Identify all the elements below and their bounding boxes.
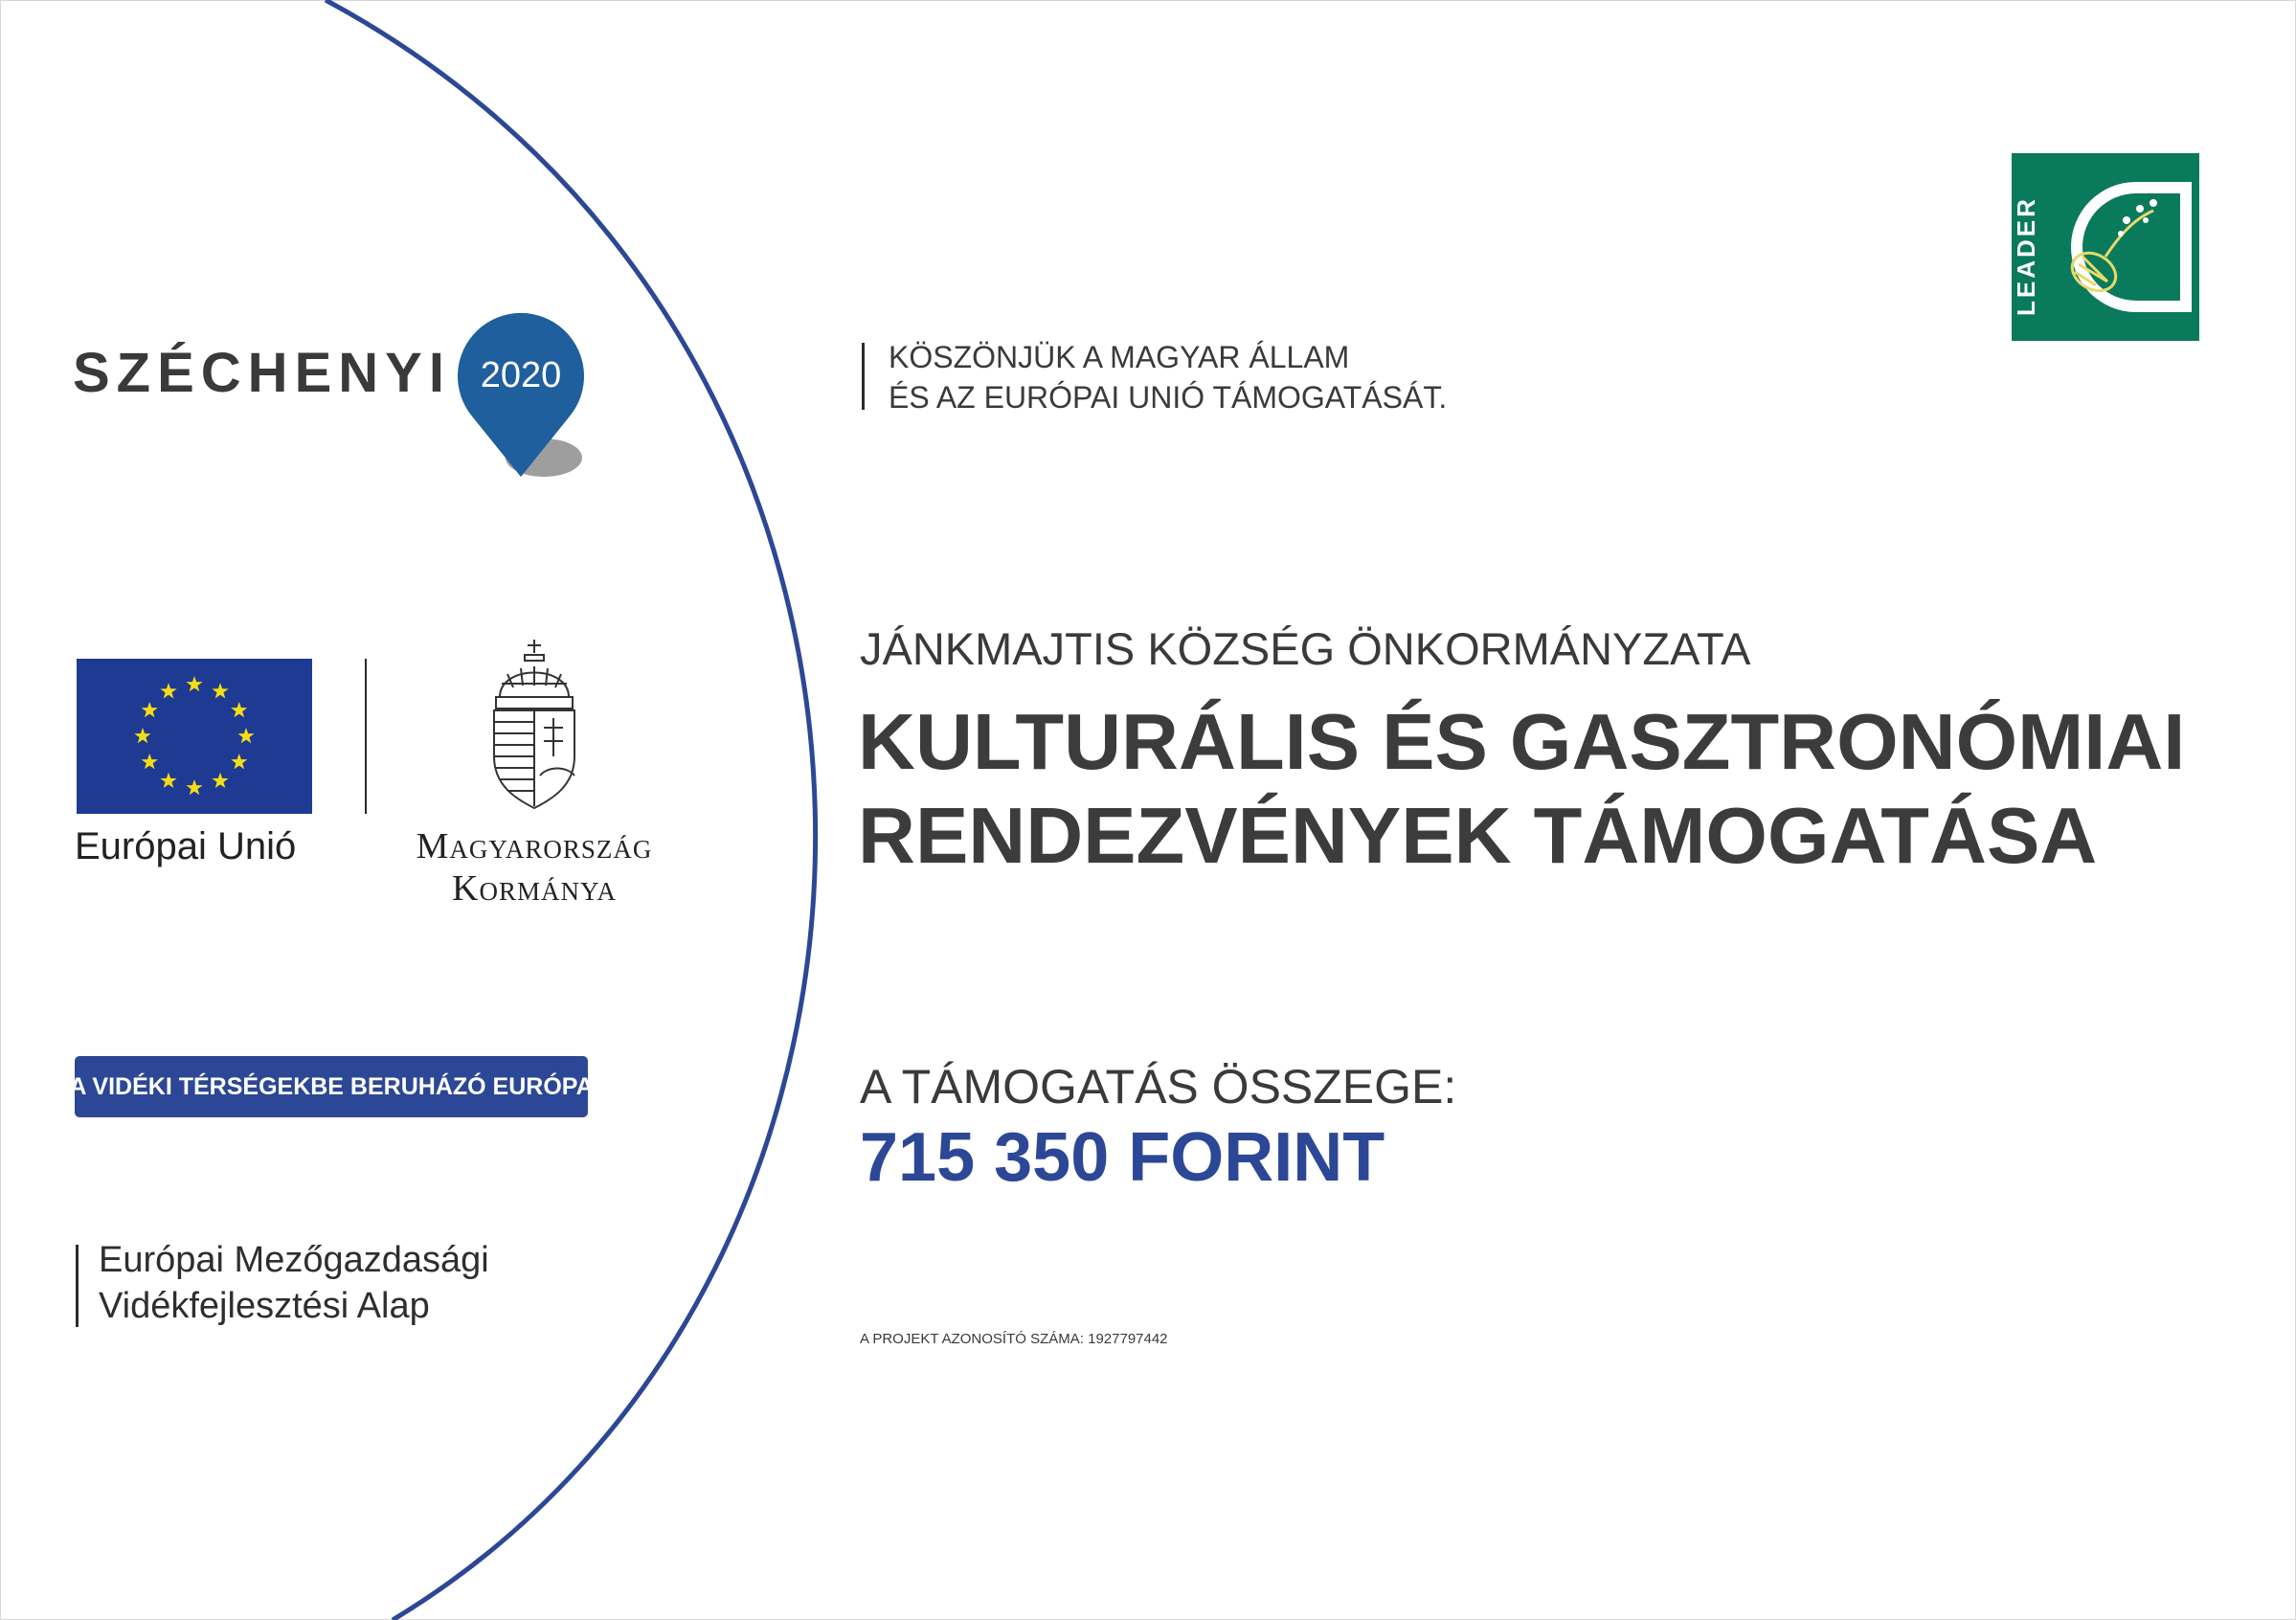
eu-flag-icon	[77, 659, 312, 814]
fund-line2: Vidékfejlesztési Alap	[99, 1286, 430, 1326]
thanks-text	[889, 337, 1447, 417]
amount-label: A TÁMOGATÁS ÖSSZEGE:	[860, 1060, 1457, 1114]
rural-europe-banner: A VIDÉKI TÉRSÉGEKBE BERUHÁZÓ EURÓPA	[75, 1056, 588, 1117]
szechenyi-logo-word: SZÉCHENYI	[73, 342, 451, 404]
organisation-name: JÁNKMAJTIS KÖZSÉG ÖNKORMÁNYZATA	[860, 623, 1751, 674]
fund-name	[99, 1237, 489, 1329]
leader-logo	[2012, 153, 2199, 341]
fund-line1: Európai Mezőgazdasági	[99, 1240, 489, 1280]
project-id: A PROJEKT AZONOSÍTÓ SZÁMA: 1927797442	[860, 1331, 1168, 1347]
amount-value: 715 350 FORINT	[860, 1119, 1385, 1196]
government-line2: Kormánya	[452, 868, 617, 909]
government-wordmark	[391, 825, 678, 910]
project-title-line1: KULTURÁLIS ÉS GASZTRONÓMIAI	[858, 697, 2186, 786]
leader-word: LEADER	[2012, 196, 2040, 316]
thanks-line2: ÉS AZ EURÓPAI UNIÓ TÁMOGATÁSÁT.	[889, 380, 1448, 415]
logo-divider	[365, 659, 367, 814]
szechenyi-pin-logo	[456, 312, 599, 494]
thanks-divider	[862, 343, 865, 410]
project-title	[858, 695, 2185, 883]
coat-of-arms-icon	[488, 636, 580, 812]
thanks-line1: KÖSZÖNJÜK A MAGYAR ÁLLAM	[889, 340, 1350, 374]
eu-label: Európai Unió	[75, 825, 297, 867]
government-line1: Magyarország	[416, 826, 653, 866]
project-title-line2: RENDEZVÉNYEK TÁMOGATÁSA	[858, 791, 2098, 880]
szechenyi-year: 2020	[480, 355, 562, 395]
fund-divider	[76, 1245, 79, 1327]
